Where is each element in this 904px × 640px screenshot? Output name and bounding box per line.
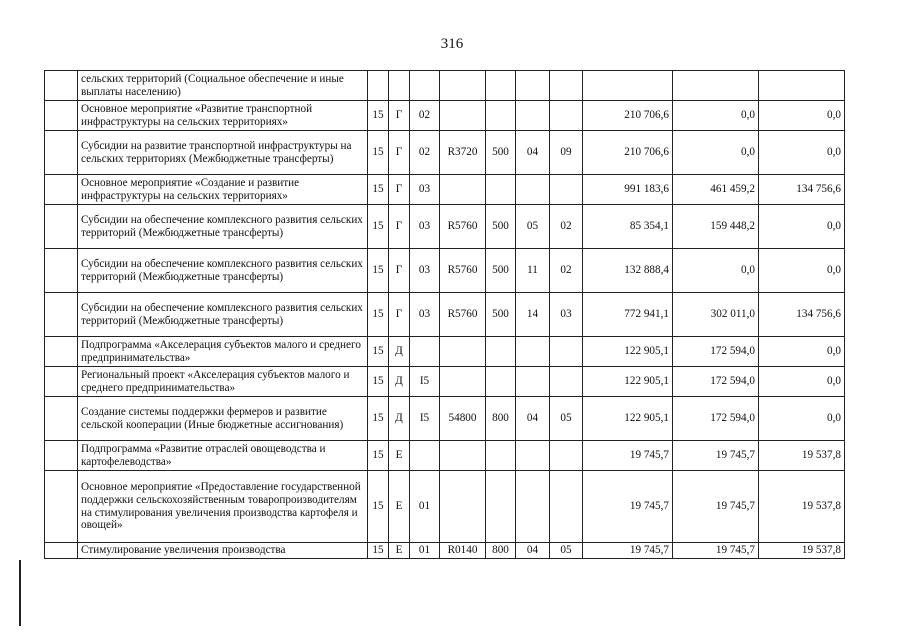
amount-year-3: 0,0 — [759, 249, 845, 293]
expense-type-code — [486, 471, 516, 543]
expense-type-code: 800 — [486, 397, 516, 441]
index-cell — [45, 367, 78, 397]
amount-year-3: 0,0 — [759, 101, 845, 131]
table-row — [45, 175, 845, 205]
direction-code — [440, 71, 486, 101]
subprogram-code: Д — [389, 337, 410, 367]
item-name: Создание системы поддержки фермеров и развитие сельской кооперации (Иные бюджетные ассигнования) — [78, 397, 368, 441]
amount-year-2: 159 448,2 — [673, 205, 759, 249]
expense-type-code — [486, 175, 516, 205]
amount-year-1: 772 941,1 — [583, 293, 673, 337]
subsection-code: 03 — [550, 293, 583, 337]
item-name: Субсидии на развитие транспортной инфраструктуры на сельских территориях (Межбюджетные трансферты) — [78, 131, 368, 175]
table-row — [45, 249, 845, 293]
index-cell — [45, 101, 78, 131]
index-cell — [45, 397, 78, 441]
program-code: 15 — [368, 397, 389, 441]
item-name: Субсидии на обеспечение комплексного развития сельских территорий (Межбюджетные трансферты) — [78, 293, 368, 337]
program-code: 15 — [368, 367, 389, 397]
table-row — [45, 471, 845, 543]
event-code: I5 — [410, 367, 440, 397]
expense-type-code — [486, 71, 516, 101]
section-code — [516, 367, 550, 397]
event-code: 01 — [410, 543, 440, 559]
index-cell — [45, 131, 78, 175]
section-code — [516, 441, 550, 471]
amount-year-2 — [673, 71, 759, 101]
amount-year-3: 134 756,6 — [759, 293, 845, 337]
amount-year-3: 19 537,8 — [759, 441, 845, 471]
index-cell — [45, 205, 78, 249]
expense-type-code — [486, 441, 516, 471]
direction-code — [440, 441, 486, 471]
program-code: 15 — [368, 249, 389, 293]
item-name: Стимулирование увеличения производства — [78, 543, 368, 559]
table-row — [45, 131, 845, 175]
table-row — [45, 205, 845, 249]
index-cell — [45, 441, 78, 471]
direction-code: R5760 — [440, 249, 486, 293]
program-code: 15 — [368, 471, 389, 543]
event-code — [410, 441, 440, 471]
amount-year-1: 19 745,7 — [583, 543, 673, 559]
event-code: 02 — [410, 101, 440, 131]
event-code: 03 — [410, 175, 440, 205]
index-cell — [45, 337, 78, 367]
amount-year-1: 991 183,6 — [583, 175, 673, 205]
item-name: Субсидии на обеспечение комплексного развития сельских территорий (Межбюджетные трансферты) — [78, 249, 368, 293]
section-code — [516, 175, 550, 205]
amount-year-3: 19 537,8 — [759, 471, 845, 543]
subprogram-code: Г — [389, 131, 410, 175]
page-number: 316 — [440, 36, 464, 52]
index-cell — [45, 175, 78, 205]
item-name: Основное мероприятие «Развитие транспортной инфраструктуры на сельских территориях» — [78, 101, 368, 131]
section-code — [516, 337, 550, 367]
amount-year-2: 172 594,0 — [673, 397, 759, 441]
section-code: 14 — [516, 293, 550, 337]
subprogram-code: Е — [389, 543, 410, 559]
subsection-code — [550, 337, 583, 367]
amount-year-2: 19 745,7 — [673, 471, 759, 543]
subsection-code — [550, 441, 583, 471]
direction-code — [440, 175, 486, 205]
table-row — [45, 441, 845, 471]
expense-type-code — [486, 337, 516, 367]
amount-year-1: 122 905,1 — [583, 397, 673, 441]
amount-year-2: 461 459,2 — [673, 175, 759, 205]
direction-code: R5760 — [440, 205, 486, 249]
subsection-code: 05 — [550, 543, 583, 559]
program-code: 15 — [368, 441, 389, 471]
amount-year-1: 210 706,6 — [583, 131, 673, 175]
amount-year-1: 19 745,7 — [583, 441, 673, 471]
subsection-code — [550, 175, 583, 205]
item-name: Подпрограмма «Акселерация субъектов малого и среднего предпринимательства» — [78, 337, 368, 367]
event-code — [410, 337, 440, 367]
subprogram-code: Г — [389, 205, 410, 249]
direction-code — [440, 471, 486, 543]
expense-type-code: 500 — [486, 131, 516, 175]
expense-type-code: 800 — [486, 543, 516, 559]
direction-code: R0140 — [440, 543, 486, 559]
item-name: Субсидии на обеспечение комплексного развития сельских территорий (Межбюджетные трансферты) — [78, 205, 368, 249]
amount-year-3: 0,0 — [759, 367, 845, 397]
item-name: сельских территорий (Социальное обеспечение и иные выплаты населению) — [78, 71, 368, 101]
subprogram-code: Е — [389, 471, 410, 543]
table-row — [45, 101, 845, 131]
table-row — [45, 293, 845, 337]
index-cell — [45, 543, 78, 559]
event-code: 03 — [410, 249, 440, 293]
index-cell — [45, 471, 78, 543]
program-code: 15 — [368, 205, 389, 249]
event-code: 03 — [410, 205, 440, 249]
amount-year-2: 302 011,0 — [673, 293, 759, 337]
event-code: I5 — [410, 397, 440, 441]
expense-type-code: 500 — [486, 293, 516, 337]
event-code — [410, 71, 440, 101]
section-code — [516, 471, 550, 543]
amount-year-1: 19 745,7 — [583, 471, 673, 543]
amount-year-3 — [759, 71, 845, 101]
subprogram-code: Г — [389, 101, 410, 131]
margin-rule — [19, 560, 21, 626]
section-code — [516, 101, 550, 131]
subprogram-code: Г — [389, 293, 410, 337]
program-code: 15 — [368, 175, 389, 205]
program-code: 15 — [368, 293, 389, 337]
section-code: 05 — [516, 205, 550, 249]
section-code — [516, 71, 550, 101]
section-code: 04 — [516, 543, 550, 559]
subprogram-code — [389, 71, 410, 101]
event-code: 02 — [410, 131, 440, 175]
amount-year-2: 172 594,0 — [673, 367, 759, 397]
subsection-code: 05 — [550, 397, 583, 441]
amount-year-3: 0,0 — [759, 131, 845, 175]
table-row — [45, 397, 845, 441]
direction-code: R5760 — [440, 293, 486, 337]
item-name: Основное мероприятие «Создание и развитие инфраструктуры на сельских территориях» — [78, 175, 368, 205]
index-cell — [45, 71, 78, 101]
subprogram-code: Д — [389, 397, 410, 441]
amount-year-2: 0,0 — [673, 101, 759, 131]
amount-year-1: 85 354,1 — [583, 205, 673, 249]
event-code: 01 — [410, 471, 440, 543]
subsection-code — [550, 367, 583, 397]
expense-type-code — [486, 367, 516, 397]
subsection-code — [550, 101, 583, 131]
subsection-code: 02 — [550, 249, 583, 293]
section-code: 11 — [516, 249, 550, 293]
expense-type-code: 500 — [486, 249, 516, 293]
direction-code: R3720 — [440, 131, 486, 175]
budget-table — [44, 70, 845, 559]
subprogram-code: Е — [389, 441, 410, 471]
subsection-code: 02 — [550, 205, 583, 249]
event-code: 03 — [410, 293, 440, 337]
section-code: 04 — [516, 131, 550, 175]
item-name: Региональный проект «Акселерация субъектов малого и среднего предпринимательства» — [78, 367, 368, 397]
subprogram-code: Г — [389, 175, 410, 205]
table-row — [45, 543, 845, 559]
amount-year-3: 19 537,8 — [759, 543, 845, 559]
direction-code: 54800 — [440, 397, 486, 441]
item-name: Основное мероприятие «Предоставление государственной поддержки сельскохозяйственным товаропроизводителям на стимулирования увеличения производства картофеля и овощей» — [78, 471, 368, 543]
subprogram-code: Д — [389, 367, 410, 397]
subsection-code — [550, 471, 583, 543]
amount-year-3: 0,0 — [759, 205, 845, 249]
amount-year-2: 0,0 — [673, 249, 759, 293]
subsection-code: 09 — [550, 131, 583, 175]
amount-year-2: 19 745,7 — [673, 441, 759, 471]
program-code — [368, 71, 389, 101]
table-row — [45, 367, 845, 397]
amount-year-1: 122 905,1 — [583, 367, 673, 397]
subsection-code — [550, 71, 583, 101]
direction-code — [440, 367, 486, 397]
direction-code — [440, 101, 486, 131]
program-code: 15 — [368, 337, 389, 367]
index-cell — [45, 293, 78, 337]
amount-year-1: 132 888,4 — [583, 249, 673, 293]
direction-code — [440, 337, 486, 367]
amount-year-3: 0,0 — [759, 397, 845, 441]
expense-type-code: 500 — [486, 205, 516, 249]
amount-year-2: 172 594,0 — [673, 337, 759, 367]
item-name: Подпрограмма «Развитие отраслей овощеводства и картофелеводства» — [78, 441, 368, 471]
amount-year-1 — [583, 71, 673, 101]
table-row — [45, 71, 845, 101]
program-code: 15 — [368, 131, 389, 175]
index-cell — [45, 249, 78, 293]
program-code: 15 — [368, 101, 389, 131]
amount-year-2: 0,0 — [673, 131, 759, 175]
table-row — [45, 337, 845, 367]
amount-year-3: 0,0 — [759, 337, 845, 367]
amount-year-3: 134 756,6 — [759, 175, 845, 205]
subprogram-code: Г — [389, 249, 410, 293]
amount-year-2: 19 745,7 — [673, 543, 759, 559]
amount-year-1: 210 706,6 — [583, 101, 673, 131]
section-code: 04 — [516, 397, 550, 441]
expense-type-code — [486, 101, 516, 131]
program-code: 15 — [368, 543, 389, 559]
amount-year-1: 122 905,1 — [583, 337, 673, 367]
